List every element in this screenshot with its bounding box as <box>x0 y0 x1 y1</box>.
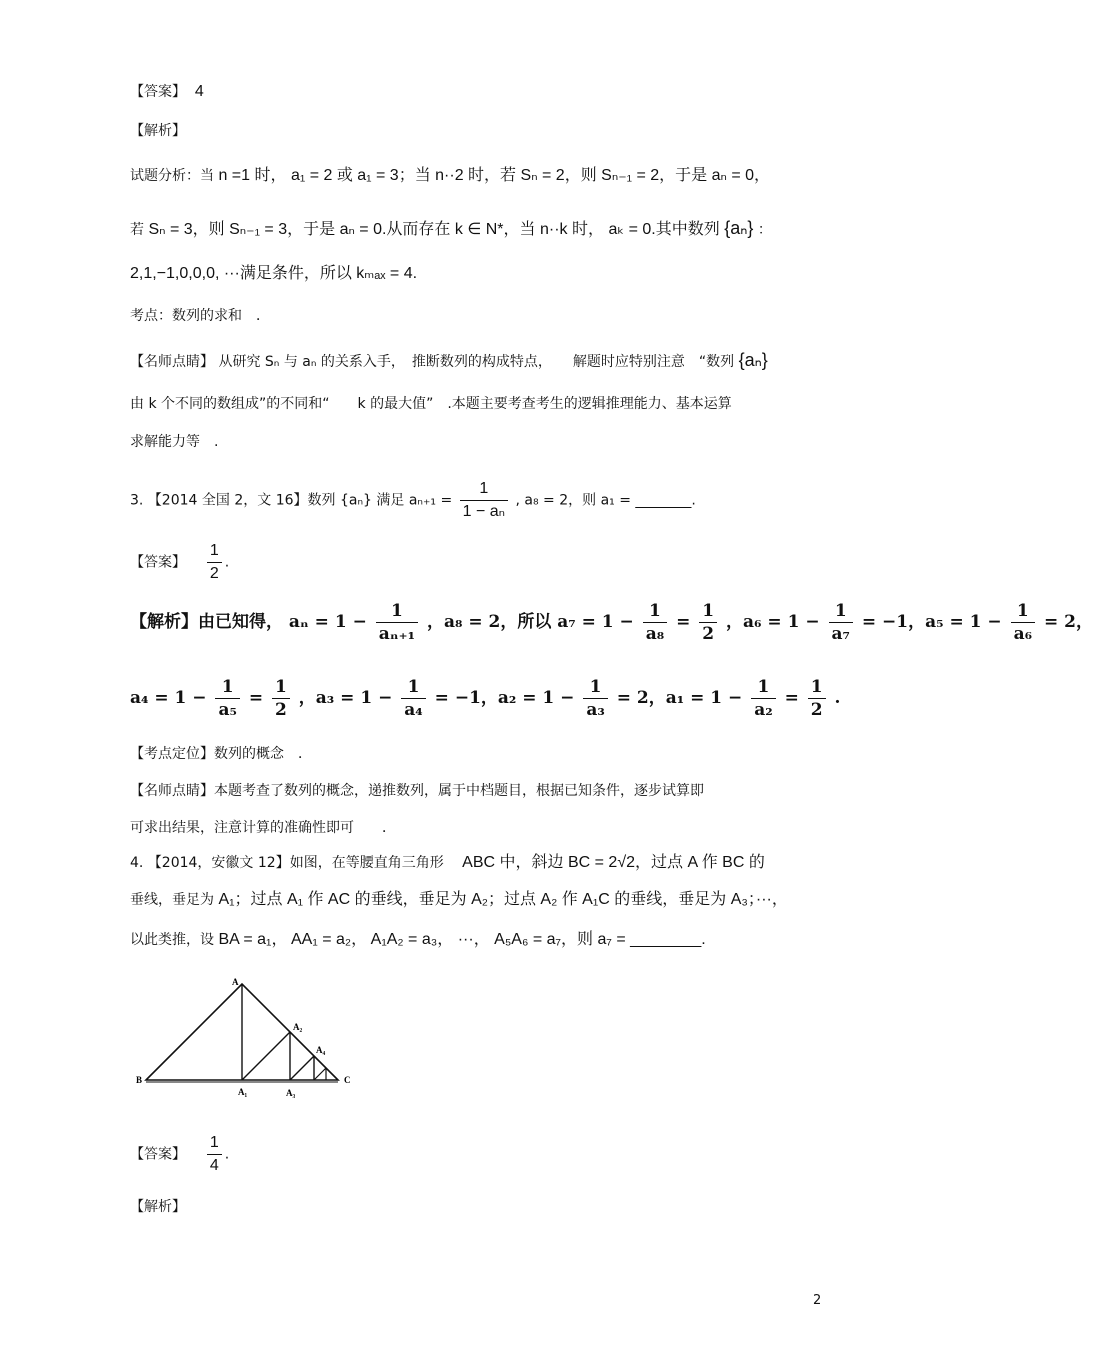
fraction: $\frac{1}{\text{a₃}}$ <box>583 676 607 721</box>
question-4-line-1: 4. 【2014，安徽文 12】如图，在等腰直角三角形 ABC 中，斜边 BC = 2√2，过点 A 作 BC 的 <box>130 854 765 871</box>
label-a3: A₃ <box>286 1088 296 1098</box>
fraction: $\frac{1}{\text{a₅}}$ <box>215 676 239 721</box>
answer-line-1: 【答案】 4 <box>130 83 204 100</box>
label-a4: A₄ <box>316 1045 326 1055</box>
fraction: $\frac{1}{\text{aₙ₊₁}}$ <box>376 600 418 645</box>
analysis-heading-4: 【解析】 <box>130 1199 186 1215</box>
perp-a5-a6 <box>314 1068 326 1080</box>
analysis-line-q3-1: 【解析】由已知得， aₙ = 1 − $\frac{1}{\text{aₙ₊₁}}$ ，a₈ = 2，所以 a₇ = 1 − $\frac{1}{\text{a₈}}$ = $\frac{1}{2}$ ，a₆ = 1 − $\frac{1}{\text{a₇}}$ = −1，a₅ = 1 − $\frac{1}{\text{a₆}}$ = 2， <box>130 601 1093 644</box>
teacher-note-2: 由 k 个不同的数组成”的不同和“ k 的最大值” .本题主要考查考生的逻辑推理能力、基本运算 <box>130 396 732 412</box>
page-number: 2 <box>813 1293 822 1308</box>
perp-a3-a4 <box>290 1056 314 1080</box>
fraction: $\frac{1}{2}$ <box>808 676 826 721</box>
teacher-note-q3-2: 可求出结果，注意计算的准确性即可 ． <box>130 820 396 836</box>
fraction: $\frac{1}{\text{a₆}}$ <box>1011 600 1035 645</box>
analysis-line-2: 若 Sₙ = 3，则 Sₙ₋₁ = 3，于是 aₙ = 0.从而存在 k ∈ N*，当 n··k 时， aₖ = 0.其中数列 {aₙ} ： <box>130 218 772 238</box>
question-4-line-3: 以此类推，设 BA = a₁， AA₁ = a₂， A₁A₂ = a₃， ···， A₅A₆ = a₇，则 a₇ = ________. <box>130 931 706 948</box>
label-a: A <box>232 977 239 987</box>
answer-line-3: 【答案】 $\frac{1}{2}$ . <box>130 540 840 585</box>
label-b: B <box>136 1075 143 1085</box>
fraction: $\frac{1}{4}$ <box>207 1132 222 1177</box>
label-a1: A₁ <box>238 1087 248 1097</box>
question-3: 3. 【2014 全国 2，文 16】数列 {aₙ} 满足 aₙ₊₁ = $\frac{1}{\text{1 − aₙ}}$ , a₈ = 2，则 a₁ = ________. <box>130 478 840 523</box>
label-a2: A₂ <box>293 1022 303 1032</box>
teacher-note-q3-1: 【名师点睛】本题考查了数列的概念，递推数列，属于中档题目，根据已知条件，逐步试算即 <box>130 783 704 799</box>
label-c: C <box>344 1075 351 1085</box>
triangle-diagram <box>130 973 370 1103</box>
topic-line-3: 【考点定位】数列的概念 ． <box>130 746 312 762</box>
fraction: $\frac{1}{2}$ <box>207 540 222 585</box>
teacher-note-1: 【名师点睛】 从研究 Sₙ 与 aₙ 的关系入手， 推断数列的构成特点， 解题时应特别注意 “数列 {aₙ} <box>130 350 768 370</box>
fraction: $\frac{1}{\text{a₇}}$ <box>829 600 853 645</box>
fraction: $\frac{1}{2}$ <box>699 600 717 645</box>
fraction: $\frac{1}{\text{a₂}}$ <box>751 676 775 721</box>
analysis-heading-1: 【解析】 <box>130 123 186 139</box>
question-4-line-2: 垂线，垂足为 A₁；过点 A₁ 作 AC 的垂线，垂足为 A₂；过点 A₂ 作 A₁C 的垂线，垂足为 A₃；···， <box>130 891 788 908</box>
fraction: $\frac{1}{\text{a₄}}$ <box>401 676 425 721</box>
analysis-line-q3-2: a₄ = 1 − $\frac{1}{\text{a₅}}$ = $\frac{1}{2}$ ，a₃ = 1 − $\frac{1}{\text{a₄}}$ = −1，a₂ = 1 − $\frac{1}{\text{a₃}}$ = 2，a₁ = 1 − $\frac{1}{\text{a₂}}$ = $\frac{1}{2}$ . <box>130 677 841 720</box>
fraction: $\frac{1}{2}$ <box>272 676 290 721</box>
fraction: $\frac{1}{\text{1 − aₙ}}$ <box>460 478 508 523</box>
analysis-line-1: 试题分析：当 n =1 时， a₁ = 2 或 a₁ = 3；当 n··2 时，若 Sₙ = 2，则 Sₙ₋₁ = 2，于是 aₙ = 0， <box>130 167 771 184</box>
analysis-line-3: 2,1,−1,0,0,0, ···满足条件，所以 kₘₐₓ = 4. <box>130 265 418 282</box>
fraction: $\frac{1}{\text{a₈}}$ <box>643 600 667 645</box>
answer-line-4: 【答案】 $\frac{1}{4}$ . <box>130 1132 840 1177</box>
topic-line-1: 考点：数列的求和 ． <box>130 308 270 324</box>
teacher-note-3: 求解能力等 . <box>130 434 219 450</box>
perp-a1-a2 <box>242 1032 290 1080</box>
